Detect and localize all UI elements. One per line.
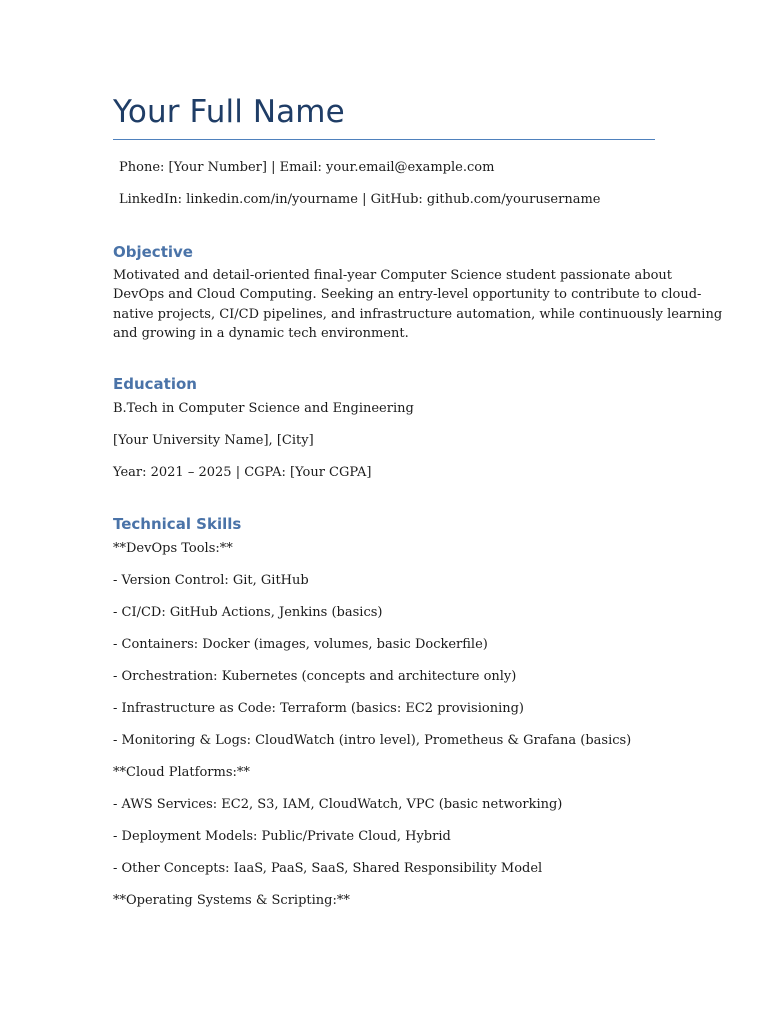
skills-list-item: - Infrastructure as Code: Terraform (basics: EC2 provisioning) <box>113 701 525 716</box>
name-underline-divider <box>113 139 655 140</box>
objective-line: and growing in a dynamic tech environment. <box>113 325 409 341</box>
skills-list-item: **Cloud Platforms:** <box>113 765 250 780</box>
objective-heading: Objective <box>113 243 193 261</box>
skills-list-item: - Containers: Docker (images, volumes, basic Dockerfile) <box>113 637 488 652</box>
skills-list-item: - Orchestration: Kubernetes (concepts and architecture only) <box>113 669 517 684</box>
skills-list-item: - Monitoring & Logs: CloudWatch (intro level), Prometheus & Grafana (basics) <box>113 733 632 748</box>
education-university: [Your University Name], [City] <box>113 433 314 448</box>
education-year-cgpa: Year: 2021 – 2025 | CGPA: [Your CGPA] <box>113 465 372 480</box>
full-name-heading: Your Full Name <box>113 94 345 130</box>
contact-linkedin-github: LinkedIn: linkedin.com/in/yourname | GitHub: github.com/yourusername <box>119 192 601 207</box>
education-heading: Education <box>113 375 197 393</box>
objective-paragraph <box>113 266 723 343</box>
objective-line: native projects, CI/CD pipelines, and infrastructure automation, while continuously learning <box>113 306 723 322</box>
skills-list-item: - Deployment Models: Public/Private Cloud, Hybrid <box>113 829 451 844</box>
objective-line: DevOps and Cloud Computing. Seeking an entry-level opportunity to contribute to cloud- <box>113 287 702 303</box>
skills-list-item: **DevOps Tools:** <box>113 541 233 556</box>
contact-phone-email: Phone: [Your Number] | Email: your.email@example.com <box>119 160 495 175</box>
objective-line: Motivated and detail-oriented final-year Computer Science student passionate about <box>113 268 673 283</box>
education-degree: B.Tech in Computer Science and Engineering <box>113 401 414 416</box>
skills-list-item: **Operating Systems & Scripting:** <box>113 893 350 908</box>
skills-list-item: - AWS Services: EC2, S3, IAM, CloudWatch, VPC (basic networking) <box>113 797 563 812</box>
skills-list-item: - Version Control: Git, GitHub <box>113 573 309 588</box>
skills-list-item: - CI/CD: GitHub Actions, Jenkins (basics) <box>113 605 383 620</box>
technical-skills-heading: Technical Skills <box>113 515 242 533</box>
skills-list-item: - Other Concepts: IaaS, PaaS, SaaS, Shared Responsibility Model <box>113 861 543 876</box>
